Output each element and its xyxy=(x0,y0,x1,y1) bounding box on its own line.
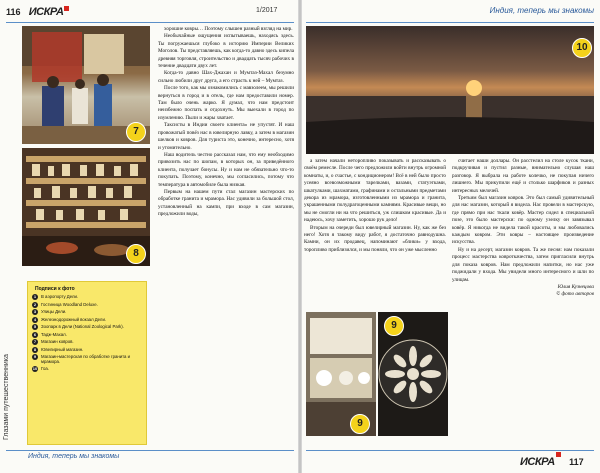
magazine-name: ИСКРА xyxy=(28,6,64,18)
caption-number: 3 xyxy=(33,309,37,314)
caption-number: 10 xyxy=(32,366,38,372)
caption-text: В аэропорту Дели. xyxy=(41,294,79,299)
photo-badge-7: 7 xyxy=(126,122,146,142)
footer-rule-left xyxy=(6,450,294,451)
photo-captions-title: Подписи к фото xyxy=(35,286,75,292)
photo-badge-9: 9 xyxy=(384,316,404,336)
caption-item xyxy=(32,347,143,353)
caption-text: Железнодорожный вокзал Дели. xyxy=(41,316,107,322)
photo-badge-8: 8 xyxy=(126,244,146,264)
paragraph: Вторым на очереди был ювелирный магазин. Ну, как же без него! Хотя я такому виду работ, я достаточно равнодушна. Камни, он их продавец, напоминают «блики» у входа, торопливо приблизился, и мы поняли, что он уже мысленно xyxy=(304,224,446,253)
left-text-column xyxy=(158,26,294,432)
logo-red-square-icon xyxy=(64,6,69,11)
logo-red-square-icon xyxy=(556,452,561,457)
paragraph: а затем начали неторопливо показывать и рассказывать о своём ремесле. После чего предложили войти внутрь огромной комнаты, и, о счастье, с кондиционером! Всё в ней было просто усеяно всевозможными тарелками, вазами, статуэтками, шкатулками, шахматами, графинами и остальными предметами декора из мрамора, изготовленными из мрамора и гранита, украшенными полудрагоценными камнями. Красивые вещи, но мы не смогли ни на что решиться, уж слишком красивые. Да и надеюсь, хочу заметить, хорошо рук дело! xyxy=(304,158,446,224)
right-page-header xyxy=(306,6,594,22)
spine-gutter xyxy=(298,0,302,473)
header-rule-left xyxy=(6,22,294,23)
paragraph: Таксисты в Индии своего клиента» не упустят. И наш провожатый повёз нас в ювелирную лавку, а затем в магазин шелков и ковров. Для туриста это, конечно, интересно, хотя и утомительно. xyxy=(158,122,294,151)
right-footer xyxy=(520,452,584,470)
magazine-logo-left xyxy=(29,6,70,18)
caption-item xyxy=(32,309,143,315)
caption-item xyxy=(32,366,143,372)
author-name: Юлия Кузнецова xyxy=(557,283,594,290)
sunset-illustration xyxy=(306,26,594,154)
magazine-logo-right xyxy=(520,456,561,468)
paragraph: Ну и на десерт, магазин ковров. Та же песня: нам показали процесс мастерства ковроткачества, затем пригласили внутрь для показа ковров. Нам предложили напитки, но нас уже поджидали у входа. Мы увидели много интересного и шли по улицам. xyxy=(452,246,594,283)
caption-text: Зоопарк в Дели (National Zoological Park). xyxy=(41,324,124,329)
footer-rule-right xyxy=(306,450,594,451)
caption-number: 4 xyxy=(33,316,37,322)
paragraph: Первым на нашем пути стал магазин мастерских по обработке гранита и мрамора. Нас удивили за большой стол, установленный на кампи, при входе в сам магазин, предложили воды, xyxy=(158,188,294,218)
caption-text: Улицы Дели. xyxy=(41,309,67,314)
caption-number: 1 xyxy=(33,294,37,299)
issue-number: 1/2017 xyxy=(256,7,278,14)
paragraph: Необычайные ощущения испытываешь, находясь здесь. Ты погружаешься глубоко в историю Империи Великих Моголов. Ты представляешь, как когда-то давно здесь кипела древняя торговля, строительство и двадцать тысяч рабочих в течение двадцати двух лет. xyxy=(158,33,294,70)
photo-captions-box xyxy=(27,281,147,445)
left-page-header xyxy=(6,6,296,22)
right-text-column-1 xyxy=(304,158,446,308)
paragraph: После того, как мы ознакомились с мавзолеем, мы решили вернуться в город и в отель, где нам предоставили номер. Там было очень жарко. Я думал, что нам предстоит неизбежно поспать и отдохнуть. Мы выехали в город по изумлению. Пыли и жары хватает. xyxy=(158,85,294,121)
caption-item xyxy=(32,324,143,330)
paragraph: Третьим был магазин ковров. Это был самый удивительный для нас магазин, который я видела. Нас провели в мастерскую, где прямо при нас ткали ковёр. Мастер сидел в специальной позе, это было мастерски: по одному узелку он завязывал ковёр. Я никогда не видела такой красоты, и мы любовались каждым ковром. Эти ковры – настоящее произведение искусства. xyxy=(452,195,594,246)
museum-shop-photo xyxy=(22,148,150,266)
caption-item xyxy=(32,317,143,323)
caption-item xyxy=(32,354,143,365)
photo-badge-9: 9 xyxy=(350,414,370,434)
paragraph: хорошие ковры… Поэтому слышен разный взгляд на мир. xyxy=(164,26,293,32)
caption-number: 8 xyxy=(33,346,37,352)
caption-text: Магазин-мастерская по обработке гранита и мрамора. xyxy=(41,354,131,365)
caption-number: 6 xyxy=(33,331,37,337)
caption-number: 5 xyxy=(33,324,37,329)
caption-item xyxy=(32,339,143,345)
carpet-weaving-photo xyxy=(22,26,150,144)
left-page-number: 116 xyxy=(6,7,21,17)
caption-text: Магазин ковров. xyxy=(41,339,74,344)
marble-gallery-illustration xyxy=(306,312,448,436)
caption-item xyxy=(32,294,143,300)
caption-text: Гостиница Woodland Deluxe. xyxy=(41,301,98,307)
marble-gallery-photo xyxy=(306,312,448,436)
paragraph: Наш водитель честно рассказал нам, что ему необходимо привозить нас по шопам, в которых он, за приведённого клиента, получает бонусы. Ну и нам не обязательно что-то покупать. Поэтому, конечно, мы согласились, потому что температура в автомобиле была низкая. xyxy=(158,151,294,188)
side-section-title: Глазами путешественника xyxy=(3,354,10,440)
sunset-beach-photo xyxy=(306,26,594,154)
right-page-number: 117 xyxy=(569,457,584,467)
right-text-column-2 xyxy=(452,158,594,430)
caption-item xyxy=(32,302,143,308)
header-rule-right xyxy=(306,22,594,23)
caption-text: Ювелирный магазин. xyxy=(41,346,84,352)
caption-number: 7 xyxy=(33,339,37,344)
paragraph: считает наши доллары. Он расстелил на столе кусок ткани, подкручивая и пустил разные, внимательно слушая наш разговор. Я выбрала на работе колечко, не покупая ничего лишнего. Мы прикупили ещё и столько шарфиков и разных интересных мелочей. xyxy=(452,158,594,194)
right-header-tagline: Индия, теперь мы знакомы xyxy=(489,6,594,15)
caption-text: Гоа. xyxy=(41,366,50,372)
caption-text: Тадж-Махал. xyxy=(41,331,67,337)
photo-badge-10: 10 xyxy=(572,38,592,58)
magazine-name: ИСКРА xyxy=(520,456,555,468)
caption-number: 2 xyxy=(33,301,37,307)
paragraph: Когда-то давно Шах-Джахан и Мумтаз-Махал безумно сильно любили друг друга, а его страсть к ней – Мумтаз. xyxy=(158,70,294,84)
photo-credit: © фото авторов xyxy=(556,291,594,298)
left-footer-tagline: Индия, теперь мы знакомы xyxy=(28,453,120,460)
caption-number: 9 xyxy=(33,354,37,359)
caption-item xyxy=(32,332,143,338)
